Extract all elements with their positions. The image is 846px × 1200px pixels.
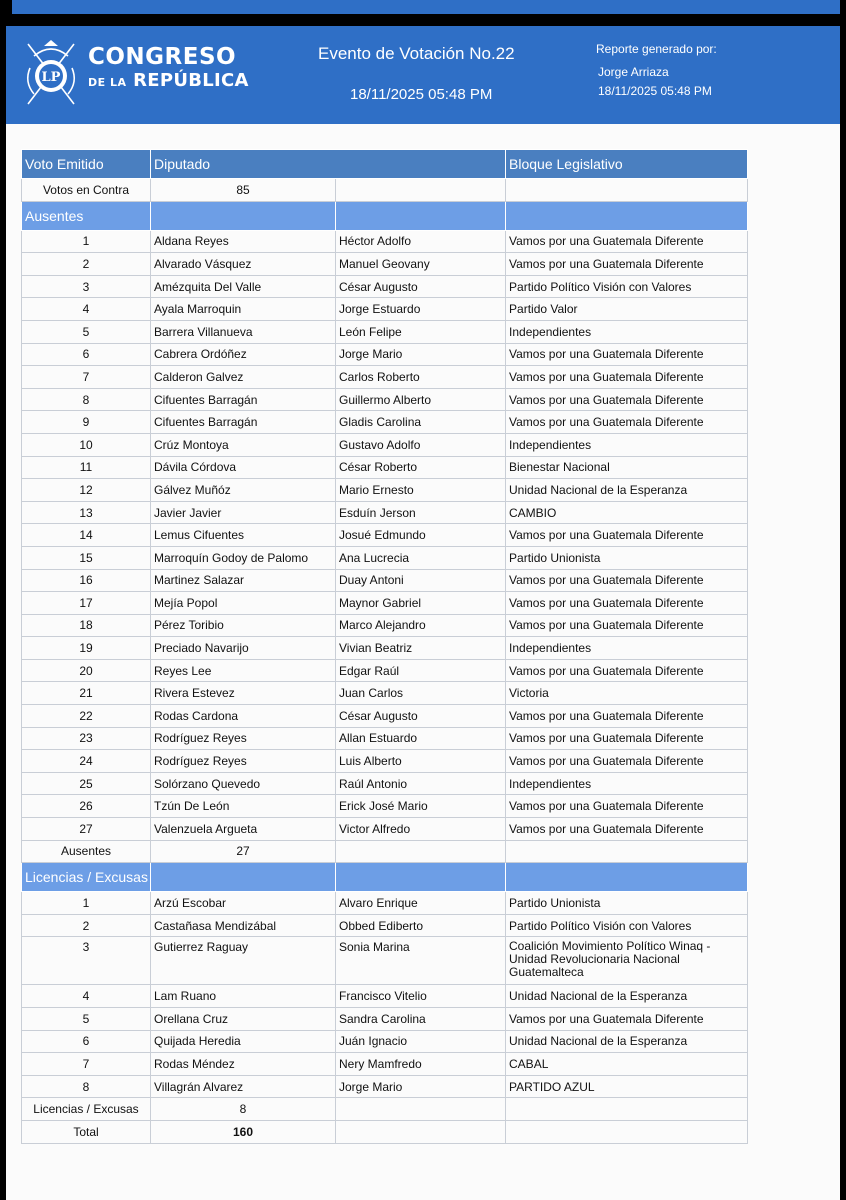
- deputy-name: Duay Antoni: [336, 569, 506, 592]
- votos-en-contra-count: 85: [151, 179, 336, 202]
- deputy-surname: Barrera Villanueva: [151, 320, 336, 343]
- deputy-name: León Felipe: [336, 320, 506, 343]
- empty-cell: [151, 201, 336, 230]
- row-number: 13: [22, 501, 151, 524]
- report-header: [6, 26, 840, 124]
- empty-cell: [506, 1120, 748, 1143]
- row-number: 22: [22, 705, 151, 728]
- empty-cell: [336, 863, 506, 892]
- deputy-name: Juán Ignacio: [336, 1030, 506, 1053]
- deputy-name: Esduín Jerson: [336, 501, 506, 524]
- deputy-name: Vivian Beatriz: [336, 637, 506, 660]
- legislative-bloc: Vamos por una Guatemala Diferente: [506, 230, 748, 253]
- legislative-bloc: Vamos por una Guatemala Diferente: [506, 366, 748, 389]
- legislative-bloc: Independientes: [506, 772, 748, 795]
- report-datetime: 18/11/2025 05:48 PM: [598, 84, 712, 98]
- row-number: 17: [22, 592, 151, 615]
- deputy-name: Gustavo Adolfo: [336, 433, 506, 456]
- row-number: 5: [22, 1008, 151, 1031]
- row-number: 19: [22, 637, 151, 660]
- legislative-bloc: Partido Unionista: [506, 546, 748, 569]
- total-row: [22, 1120, 748, 1143]
- row-number: 16: [22, 569, 151, 592]
- table-row: [22, 795, 748, 818]
- deputy-name: Mario Ernesto: [336, 479, 506, 502]
- row-number: 4: [22, 985, 151, 1008]
- deputy-surname: Rodríguez Reyes: [151, 750, 336, 773]
- table-row: [22, 985, 748, 1008]
- legislative-bloc: Vamos por una Guatemala Diferente: [506, 343, 748, 366]
- empty-cell: [336, 1098, 506, 1121]
- row-number: 11: [22, 456, 151, 479]
- table-row: [22, 1008, 748, 1031]
- deputy-name: Ana Lucrecia: [336, 546, 506, 569]
- row-number: 4: [22, 298, 151, 321]
- votes-table: [21, 149, 748, 1144]
- congress-emblem-icon: [20, 38, 82, 110]
- legislative-bloc: CAMBIO: [506, 501, 748, 524]
- deputy-name: Marco Alejandro: [336, 614, 506, 637]
- deputy-surname: Preciado Navarijo: [151, 637, 336, 660]
- empty-cell: [336, 1120, 506, 1143]
- deputy-surname: Cifuentes Barragán: [151, 388, 336, 411]
- votos-en-contra-label: Votos en Contra: [22, 179, 151, 202]
- table-row: [22, 366, 748, 389]
- row-number: 27: [22, 818, 151, 841]
- report-user: Jorge Arriaza: [598, 65, 669, 79]
- legislative-bloc: Partido Político Visión con Valores: [506, 275, 748, 298]
- deputy-name: Jorge Estuardo: [336, 298, 506, 321]
- deputy-surname: Crúz Montoya: [151, 433, 336, 456]
- deputy-name: Jorge Mario: [336, 1075, 506, 1098]
- deputy-surname: Ayala Marroquin: [151, 298, 336, 321]
- ausentes-summary-row: [22, 840, 748, 863]
- table-row: [22, 937, 748, 985]
- deputy-surname: Valenzuela Argueta: [151, 818, 336, 841]
- deputy-surname: Lemus Cifuentes: [151, 524, 336, 547]
- deputy-surname: Amézquita Del Valle: [151, 275, 336, 298]
- table-row: [22, 524, 748, 547]
- empty-cell: [506, 1098, 748, 1121]
- empty-cell: [506, 201, 748, 230]
- votos-en-contra-row: [22, 179, 748, 202]
- licencias-summary-row: [22, 1098, 748, 1121]
- row-number: 8: [22, 1075, 151, 1098]
- deputy-surname: Solórzano Quevedo: [151, 772, 336, 795]
- table-row: [22, 253, 748, 276]
- event-datetime: 18/11/2025 05:48 PM: [350, 86, 493, 103]
- table-row: [22, 637, 748, 660]
- legislative-bloc: Vamos por una Guatemala Diferente: [506, 411, 748, 434]
- deputy-name: Juan Carlos: [336, 682, 506, 705]
- licencias-summary-label: Licencias / Excusas: [22, 1098, 151, 1121]
- empty-cell: [336, 840, 506, 863]
- section-header-licencias: [22, 863, 748, 892]
- row-number: 3: [22, 937, 151, 985]
- deputy-surname: Pérez Toribio: [151, 614, 336, 637]
- deputy-surname: Rivera Estevez: [151, 682, 336, 705]
- logo-main: REPÚBLICA: [133, 70, 249, 91]
- legislative-bloc: Vamos por una Guatemala Diferente: [506, 750, 748, 773]
- deputy-name: Raúl Antonio: [336, 772, 506, 795]
- deputy-name: Nery Mamfredo: [336, 1053, 506, 1076]
- deputy-surname: Castañasa Mendizábal: [151, 914, 336, 937]
- legislative-bloc: Coalición Movimiento Político Winaq - Unidad Revolucionaria Nacional Guatemalteca: [506, 937, 748, 985]
- table-row: [22, 914, 748, 937]
- deputy-name: Obbed Ediberto: [336, 914, 506, 937]
- deputy-surname: Dávila Córdova: [151, 456, 336, 479]
- report-page: [6, 26, 840, 1200]
- deputy-surname: Rodas Cardona: [151, 705, 336, 728]
- legislative-bloc: Unidad Nacional de la Esperanza: [506, 1030, 748, 1053]
- column-header-diputado: Diputado: [151, 150, 506, 179]
- deputy-name: Erick José Mario: [336, 795, 506, 818]
- deputy-name: Luis Alberto: [336, 750, 506, 773]
- empty-cell: [506, 840, 748, 863]
- table-row: [22, 501, 748, 524]
- table-row: [22, 298, 748, 321]
- legislative-bloc: Bienestar Nacional: [506, 456, 748, 479]
- deputy-surname: Aldana Reyes: [151, 230, 336, 253]
- event-title: Evento de Votación No.22: [318, 44, 515, 63]
- table-row: [22, 592, 748, 615]
- legislative-bloc: Partido Valor: [506, 298, 748, 321]
- section-header-ausentes: [22, 201, 748, 230]
- deputy-surname: Cifuentes Barragán: [151, 411, 336, 434]
- table-row: [22, 569, 748, 592]
- table-row: [22, 727, 748, 750]
- row-number: 3: [22, 275, 151, 298]
- table-row: [22, 433, 748, 456]
- deputy-surname: Alvarado Vásquez: [151, 253, 336, 276]
- deputy-surname: Calderon Galvez: [151, 366, 336, 389]
- report-generated-label: Reporte generado por:: [596, 42, 717, 56]
- table-row: [22, 682, 748, 705]
- empty-cell: [336, 179, 506, 202]
- deputy-name: César Augusto: [336, 705, 506, 728]
- legislative-bloc: Vamos por una Guatemala Diferente: [506, 727, 748, 750]
- legislative-bloc: Partido Político Visión con Valores: [506, 914, 748, 937]
- legislative-bloc: Vamos por una Guatemala Diferente: [506, 1008, 748, 1031]
- legislative-bloc: CABAL: [506, 1053, 748, 1076]
- section-title-ausentes: Ausentes: [22, 201, 151, 230]
- row-number: 26: [22, 795, 151, 818]
- deputy-surname: Tzún De León: [151, 795, 336, 818]
- deputy-surname: Lam Ruano: [151, 985, 336, 1008]
- deputy-name: Victor Alfredo: [336, 818, 506, 841]
- deputy-name: Sandra Carolina: [336, 1008, 506, 1031]
- table-row: [22, 320, 748, 343]
- table-row: [22, 388, 748, 411]
- row-number: 20: [22, 659, 151, 682]
- legislative-bloc: Unidad Nacional de la Esperanza: [506, 479, 748, 502]
- empty-cell: [506, 179, 748, 202]
- row-number: 2: [22, 253, 151, 276]
- legislative-bloc: Vamos por una Guatemala Diferente: [506, 524, 748, 547]
- row-number: 25: [22, 772, 151, 795]
- legislative-bloc: Vamos por una Guatemala Diferente: [506, 659, 748, 682]
- legislative-bloc: Vamos por una Guatemala Diferente: [506, 569, 748, 592]
- table-row: [22, 892, 748, 915]
- row-number: 1: [22, 230, 151, 253]
- deputy-name: Josué Edmundo: [336, 524, 506, 547]
- row-number: 18: [22, 614, 151, 637]
- ausentes-summary-count: 27: [151, 840, 336, 863]
- deputy-name: Gladis Carolina: [336, 411, 506, 434]
- table-row: [22, 1030, 748, 1053]
- deputy-name: Jorge Mario: [336, 343, 506, 366]
- empty-cell: [506, 863, 748, 892]
- top-strip: [0, 0, 846, 16]
- deputy-name: Sonia Marina: [336, 937, 506, 985]
- row-number: 8: [22, 388, 151, 411]
- table-row: [22, 230, 748, 253]
- deputy-surname: Cabrera Ordóñez: [151, 343, 336, 366]
- legislative-bloc: Vamos por una Guatemala Diferente: [506, 592, 748, 615]
- row-number: 10: [22, 433, 151, 456]
- deputy-name: Edgar Raúl: [336, 659, 506, 682]
- legislative-bloc: Vamos por una Guatemala Diferente: [506, 253, 748, 276]
- logo-prefix: DE LA: [88, 76, 127, 89]
- row-number: 7: [22, 366, 151, 389]
- votes-table-body: [22, 150, 748, 1144]
- row-number: 23: [22, 727, 151, 750]
- legislative-bloc: Vamos por una Guatemala Diferente: [506, 705, 748, 728]
- deputy-name: Manuel Geovany: [336, 253, 506, 276]
- deputy-surname: Gálvez Muñóz: [151, 479, 336, 502]
- legislative-bloc: Independientes: [506, 637, 748, 660]
- legislative-bloc: Victoria: [506, 682, 748, 705]
- empty-cell: [151, 863, 336, 892]
- row-number: 24: [22, 750, 151, 773]
- total-label: Total: [22, 1120, 151, 1143]
- table-row: [22, 750, 748, 773]
- congress-wordmark: [88, 46, 249, 90]
- row-number: 1: [22, 892, 151, 915]
- legislative-bloc: Independientes: [506, 433, 748, 456]
- deputy-name: Carlos Roberto: [336, 366, 506, 389]
- table-row: [22, 1053, 748, 1076]
- logo-line-republica: [88, 72, 249, 90]
- legislative-bloc: Partido Unionista: [506, 892, 748, 915]
- deputy-surname: Villagrán Alvarez: [151, 1075, 336, 1098]
- legislative-bloc: PARTIDO AZUL: [506, 1075, 748, 1098]
- table-row: [22, 411, 748, 434]
- deputy-name: César Augusto: [336, 275, 506, 298]
- empty-cell: [336, 201, 506, 230]
- row-number: 21: [22, 682, 151, 705]
- section-title-licencias: Licencias / Excusas: [22, 863, 151, 892]
- legislative-bloc: Vamos por una Guatemala Diferente: [506, 614, 748, 637]
- table-row: [22, 546, 748, 569]
- licencias-summary-count: 8: [151, 1098, 336, 1121]
- deputy-name: Alvaro Enrique: [336, 892, 506, 915]
- row-number: 9: [22, 411, 151, 434]
- deputy-surname: Orellana Cruz: [151, 1008, 336, 1031]
- deputy-surname: Marroquín Godoy de Palomo: [151, 546, 336, 569]
- legislative-bloc: Unidad Nacional de la Esperanza: [506, 985, 748, 1008]
- deputy-surname: Rodas Méndez: [151, 1053, 336, 1076]
- table-row: [22, 1075, 748, 1098]
- row-number: 15: [22, 546, 151, 569]
- row-number: 2: [22, 914, 151, 937]
- row-number: 14: [22, 524, 151, 547]
- deputy-surname: Gutierrez Raguay: [151, 937, 336, 985]
- legislative-bloc: Vamos por una Guatemala Diferente: [506, 388, 748, 411]
- row-number: 7: [22, 1053, 151, 1076]
- deputy-name: Guillermo Alberto: [336, 388, 506, 411]
- table-row: [22, 659, 748, 682]
- deputy-name: Héctor Adolfo: [336, 230, 506, 253]
- deputy-name: Francisco Vitelio: [336, 985, 506, 1008]
- table-row: [22, 275, 748, 298]
- deputy-name: César Roberto: [336, 456, 506, 479]
- legislative-bloc: Vamos por una Guatemala Diferente: [506, 818, 748, 841]
- row-number: 12: [22, 479, 151, 502]
- table-row: [22, 479, 748, 502]
- row-number: 6: [22, 343, 151, 366]
- deputy-surname: Reyes Lee: [151, 659, 336, 682]
- table-header-row: [22, 150, 748, 179]
- table-row: [22, 456, 748, 479]
- table-row: [22, 818, 748, 841]
- row-number: 5: [22, 320, 151, 343]
- deputy-surname: Mejía Popol: [151, 592, 336, 615]
- logo-line-congreso: CONGRESO: [88, 44, 237, 70]
- column-header-voto: Voto Emitido: [22, 150, 151, 179]
- column-header-bloque: Bloque Legislativo: [506, 150, 748, 179]
- table-row: [22, 343, 748, 366]
- deputy-surname: Rodríguez Reyes: [151, 727, 336, 750]
- table-row: [22, 772, 748, 795]
- deputy-name: Maynor Gabriel: [336, 592, 506, 615]
- legislative-bloc: Vamos por una Guatemala Diferente: [506, 795, 748, 818]
- svg-text:LP: LP: [41, 70, 61, 85]
- deputy-surname: Quijada Heredia: [151, 1030, 336, 1053]
- total-count: 160: [151, 1120, 336, 1143]
- deputy-surname: Arzú Escobar: [151, 892, 336, 915]
- table-row: [22, 614, 748, 637]
- deputy-surname: Martinez Salazar: [151, 569, 336, 592]
- previous-page-edge: [12, 0, 840, 14]
- row-number: 6: [22, 1030, 151, 1053]
- ausentes-summary-label: Ausentes: [22, 840, 151, 863]
- deputy-surname: Javier Javier: [151, 501, 336, 524]
- legislative-bloc: Independientes: [506, 320, 748, 343]
- table-row: [22, 705, 748, 728]
- deputy-name: Allan Estuardo: [336, 727, 506, 750]
